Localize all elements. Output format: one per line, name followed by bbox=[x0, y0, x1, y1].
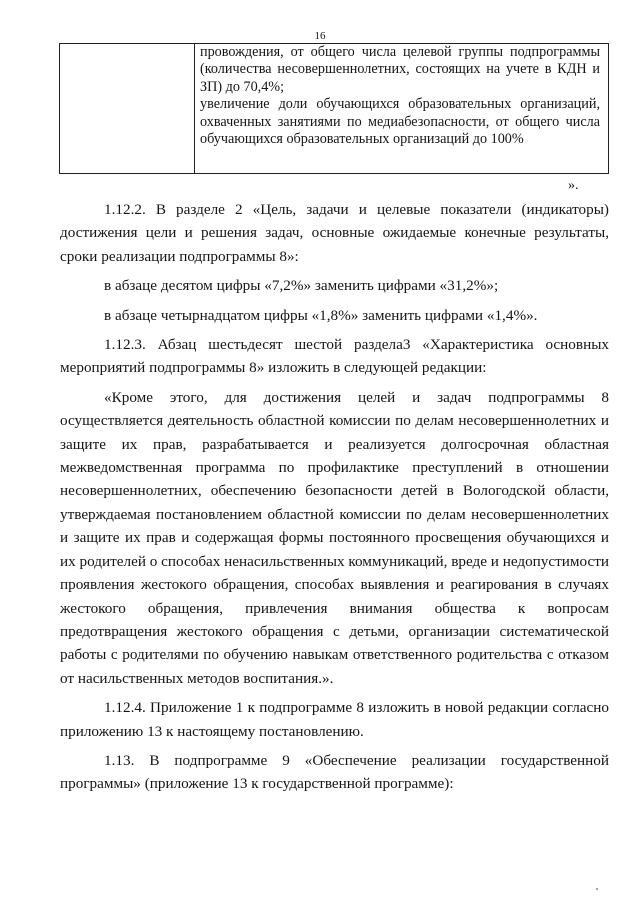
scan-speck bbox=[596, 888, 598, 890]
paragraph-1-12-3: 1.12.3. Абзац шестьдесят шестой раздела3 «Характеристика основных мероприятий подпрограммы 8» изложить в следующей редакции: bbox=[60, 336, 609, 377]
paragraph-item-tenth: в абзаце десятом цифры «7,2%» заменить цифрами «31,2%»; bbox=[104, 277, 499, 295]
paragraph-1-13: 1.13. В подпрограмме 9 «Обеспечение реализации государственной программы» (приложение 13 к государственной программе): bbox=[60, 751, 609, 793]
paragraph-1-12-4: 1.12.4. Приложение 1 к подпрограмме 8 изложить в новой редакции согласно приложению 13 к настоящему постановлению. bbox=[60, 699, 609, 740]
paragraph-quoted-text: «Кроме этого, для достижения целей и задач подпрограммы 8 осуществляется деятельность областной комиссии по делам несовершеннолетних и защите их прав, разрабатывается и реализуется долгосрочная областная межведомственная программа по профилактике преступлений в отношении несовершеннолетних, обеспечению безопасности детей в Вологодской области, утверждаемая постановлением областной комиссии по делам несовершеннолетних и защите их прав и содержащая формы постоянного просвещения обучающихся и их родителей о способах ненасильственных коммуникаций, вреде и недопустимости проявления жестокого обращения, способах выявления и реагирования в случаях жестокого обращения, привлечения внимания общества к вопросам предотвращения жестокого обращения с детьми, организации систематической работы с родителями по обучению навыкам ответственного родительства с отказом от насильственных методов воспитания.». bbox=[60, 388, 609, 687]
page-number: 16 bbox=[314, 30, 326, 42]
continuation-table bbox=[59, 43, 609, 174]
table-cell-paragraph: провождения, от общего числа целевой группы подпрограммы (количества несовершеннолетних, состоящих на учете в КДН и ЗП) до 70,4%; bbox=[200, 44, 600, 95]
paragraph-item-fourteenth: в абзаце четырнадцатом цифры «1,8%» заменить цифрами «1,4%». bbox=[104, 306, 538, 324]
table-column-divider bbox=[194, 44, 195, 173]
paragraph-1-12-2: 1.12.2. В разделе 2 «Цель, задачи и целевые показатели (индикаторы) достижения цели и решения задач, основные ожидаемые конечные результаты, сроки реализации подпрограммы 8»: bbox=[60, 201, 609, 265]
document-body bbox=[60, 198, 609, 796]
closing-quote: ». bbox=[568, 178, 579, 193]
table-right-cell bbox=[200, 44, 600, 148]
table-cell-paragraph: увеличение доли обучающихся образовательных организаций, охваченных занятиями по медиабезопасности, от общего числа обучающихся образовательных организаций до 100% bbox=[200, 96, 600, 148]
